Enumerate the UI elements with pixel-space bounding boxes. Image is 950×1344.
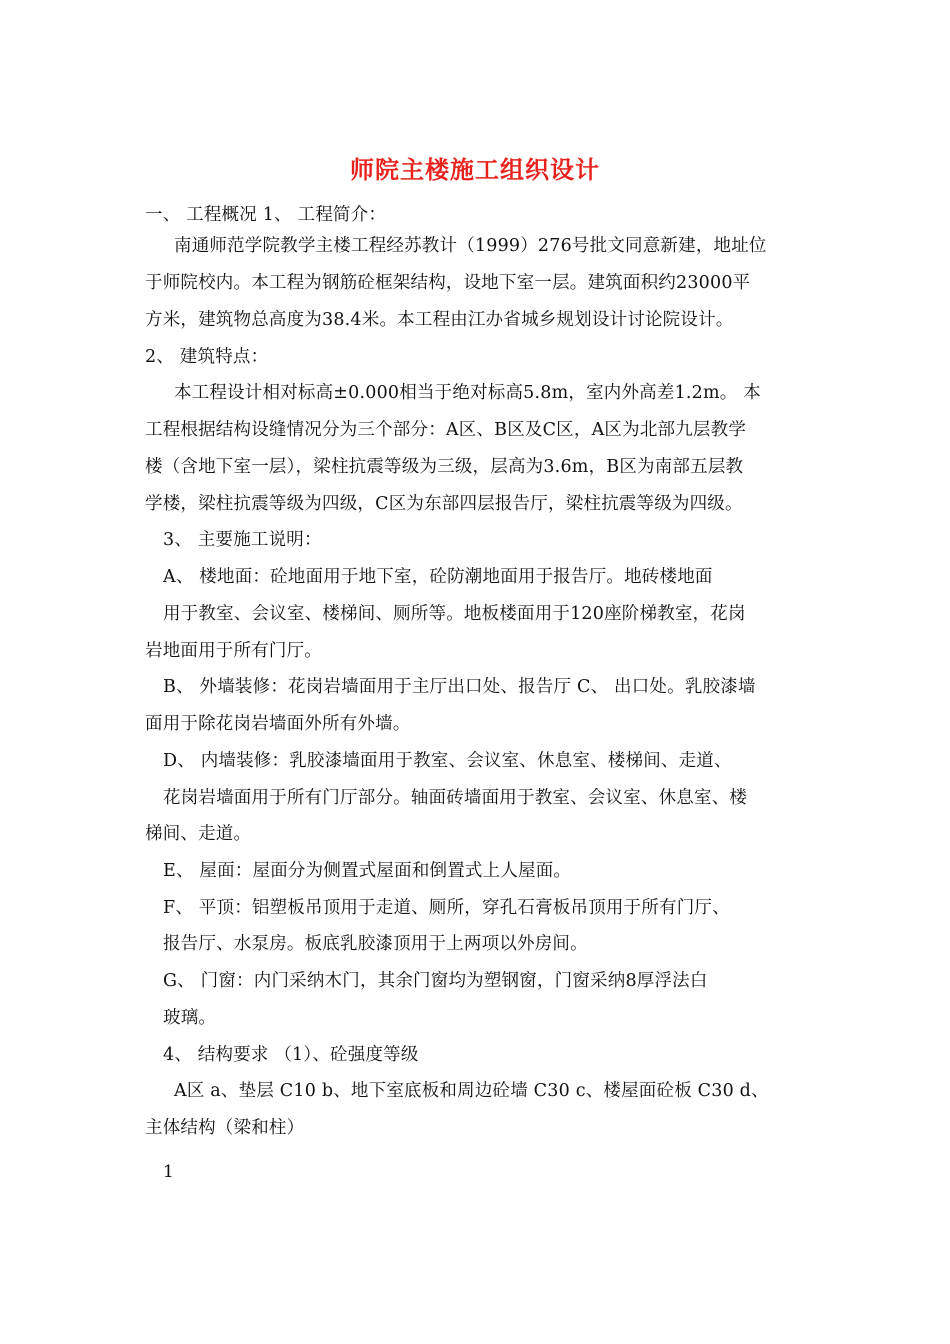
- body-line: 于师院校内。本工程为钢筋砼框架结构，设地下室一层。建筑面积约23000平: [145, 273, 751, 293]
- body-line: 梯间、走道。: [145, 824, 252, 844]
- body-line: B、 外墙装修：花岗岩墙面用于主厅出口处、报告厅 C、 出口处。乳胶漆墙: [163, 677, 756, 697]
- body-line: 楼（含地下室一层），梁柱抗震等级为三级，层高为3.6m，B区为南部五层教: [145, 457, 744, 477]
- body-line: 主体结构（梁和柱）: [145, 1118, 305, 1138]
- body-line: 南通师范学院教学主楼工程经苏教计（1999）276号批文同意新建，地址位: [174, 236, 767, 256]
- body-line: 方米，建筑物总高度为38.4米。本工程由江办省城乡规划设计讨论院设计。: [145, 310, 734, 330]
- section-heading-construction: 3、 主要施工说明：: [163, 530, 322, 550]
- section-heading-features: 2、 建筑特点：: [145, 347, 269, 367]
- body-line: 面用于除花岗岩墙面外所有外墙。: [145, 714, 411, 734]
- section-heading-structure: 4、 结构要求 （1）、砼强度等级: [163, 1045, 419, 1065]
- section-heading-overview: 一、 工程概况 1、 工程简介：: [145, 205, 387, 225]
- body-line: 玻璃。: [163, 1008, 217, 1028]
- body-line: A区 a、垫层 C10 b、地下室底板和周边砼墙 C30 c、楼屋面砼板 C30 d、: [174, 1081, 769, 1101]
- body-line: G、 门窗：内门采纳木门，其余门窗均为塑钢窗，门窗采纳8厚浮法白: [163, 971, 708, 991]
- body-line: 本工程设计相对标高±0.000相当于绝对标高5.8m，室内外高差1.2m。 本: [174, 383, 761, 403]
- body-line: D、 内墙装修：乳胶漆墙面用于教室、会议室、休息室、楼梯间、走道、: [163, 751, 732, 771]
- body-line: 工程根据结构设缝情况分为三个部分：A区、B区及C区，A区为北部九层教学: [145, 420, 747, 440]
- body-line: A、 楼地面：砼地面用于地下室，砼防潮地面用于报告厅。地砖楼地面: [163, 567, 713, 587]
- body-line: 岩地面用于所有门厅。: [145, 641, 322, 661]
- body-line: F、 平顶：铝塑板吊顶用于走道、厕所，穿孔石膏板吊顶用于所有门厅、: [163, 898, 730, 918]
- body-line: 花岗岩墙面用于所有门厅部分。轴面砖墙面用于教室、会议室、休息室、楼: [163, 788, 748, 808]
- body-line: E、 屋面：屋面分为侧置式屋面和倒置式上人屋面。: [163, 861, 572, 881]
- document-title: 师院主楼施工组织设计: [350, 155, 600, 184]
- body-line: 用于教室、会议室、楼梯间、厕所等。地板楼面用于120座阶梯教室，花岗: [163, 604, 746, 624]
- body-line: 报告厅、水泵房。板底乳胶漆顶用于上两项以外房间。: [163, 934, 588, 954]
- page-number: 1: [163, 1162, 174, 1182]
- body-line: 学楼，梁柱抗震等级为四级，C区为东部四层报告厅，梁柱抗震等级为四级。: [145, 494, 743, 514]
